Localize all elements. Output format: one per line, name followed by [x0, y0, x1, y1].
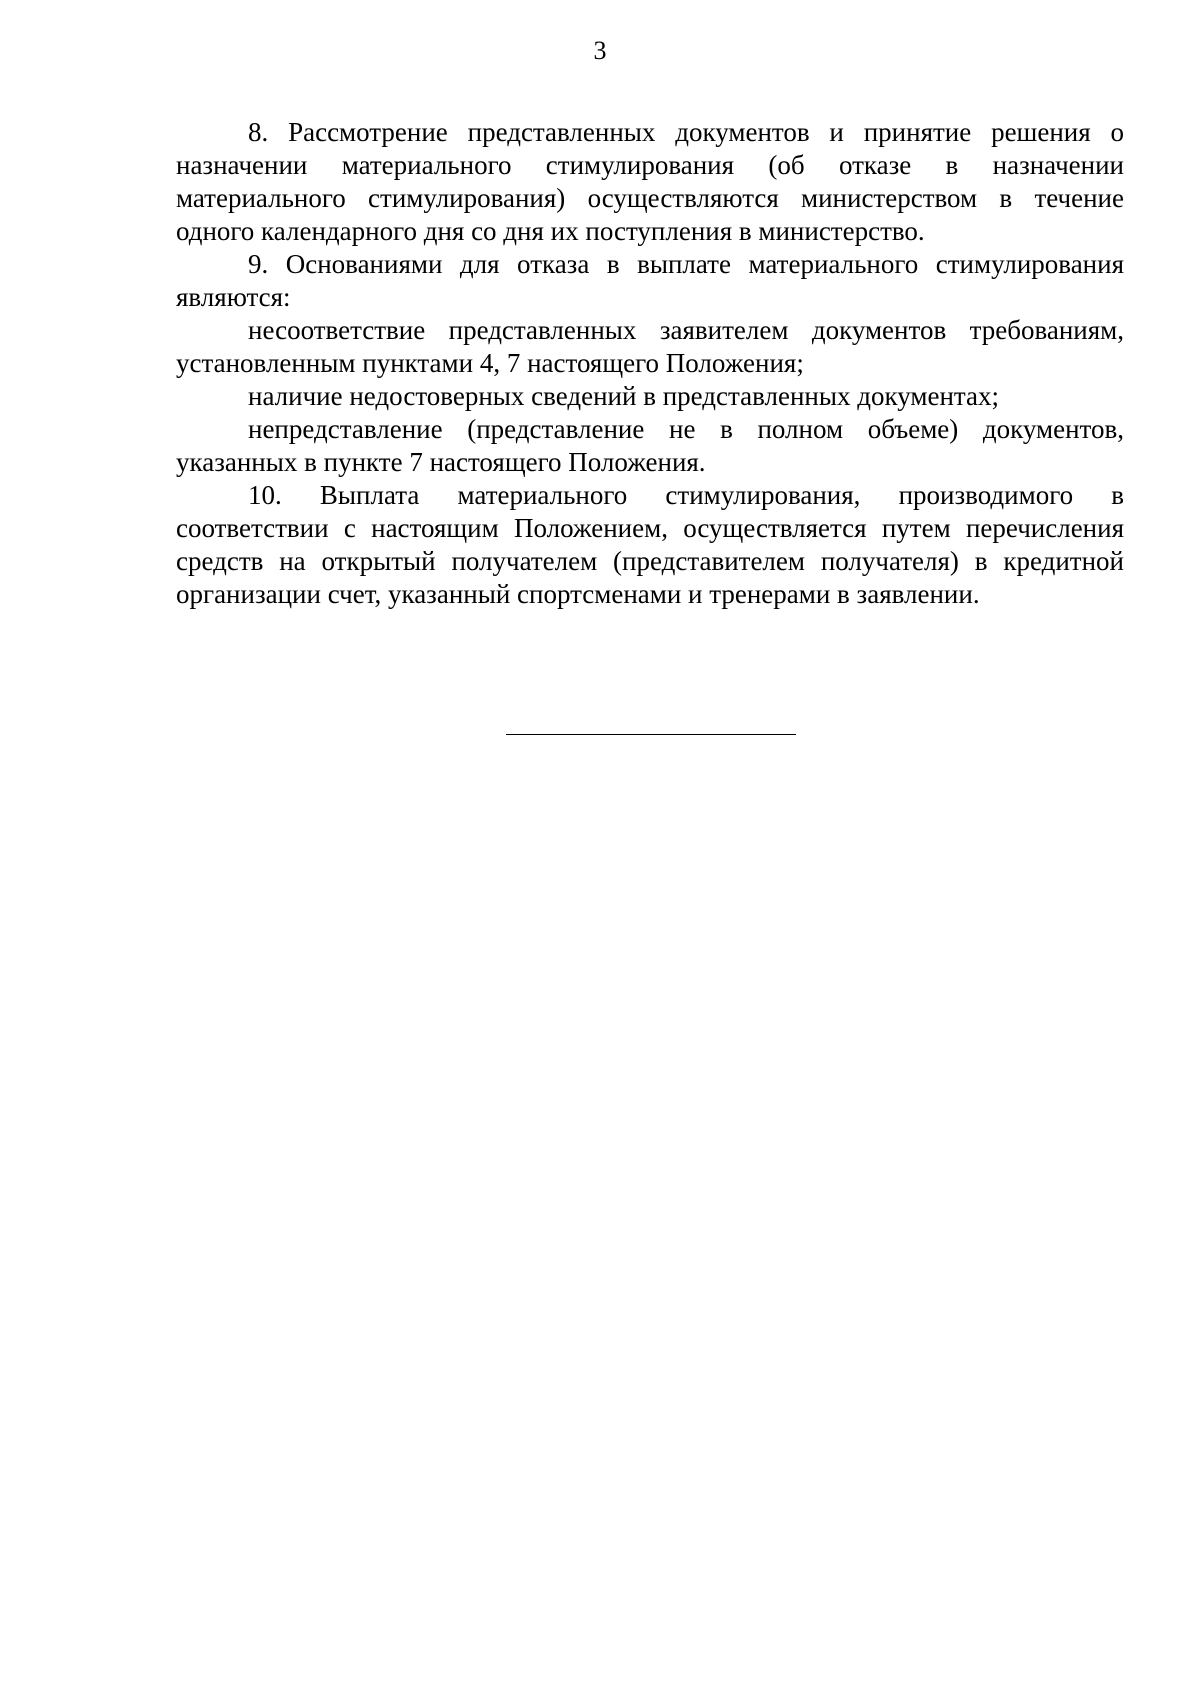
paragraph-10: 10. Выплата материального стимулирования, производимого в соответствии с настоящим Положением, осуществляется путем перечисления средств на открытый получателем (представителем получателя) в кредитной организации счет, указанный спортсменами и тренерами в заявлении. [176, 480, 1124, 609]
paragraph-8: 8. Рассмотрение представленных документов и принятие решения о назначении материального стимулирования (об отказе в назначении материального стимулирования) осуществляются министерством в течение одного календарного дня со дня их поступления в министерство. [176, 117, 1124, 246]
paragraph-9: 9. Основаниями для отказа в выплате материального стимулирования являются: [176, 249, 1124, 312]
paragraph-9-item-1: несоответствие представленных заявителем документов требованиям, установленным пунктами 4, 7 настоящего Положения; [176, 315, 1124, 378]
paragraph-9-item-2: наличие недостоверных сведений в представленных документах; [248, 381, 1000, 411]
end-separator-line [506, 734, 796, 735]
paragraph-9-item-3: непредставление (представление не в полном объеме) документов, указанных в пункте 7 настоящего Положения. [176, 414, 1124, 477]
page-number: 3 [593, 36, 607, 65]
document-body [176, 116, 1124, 611]
